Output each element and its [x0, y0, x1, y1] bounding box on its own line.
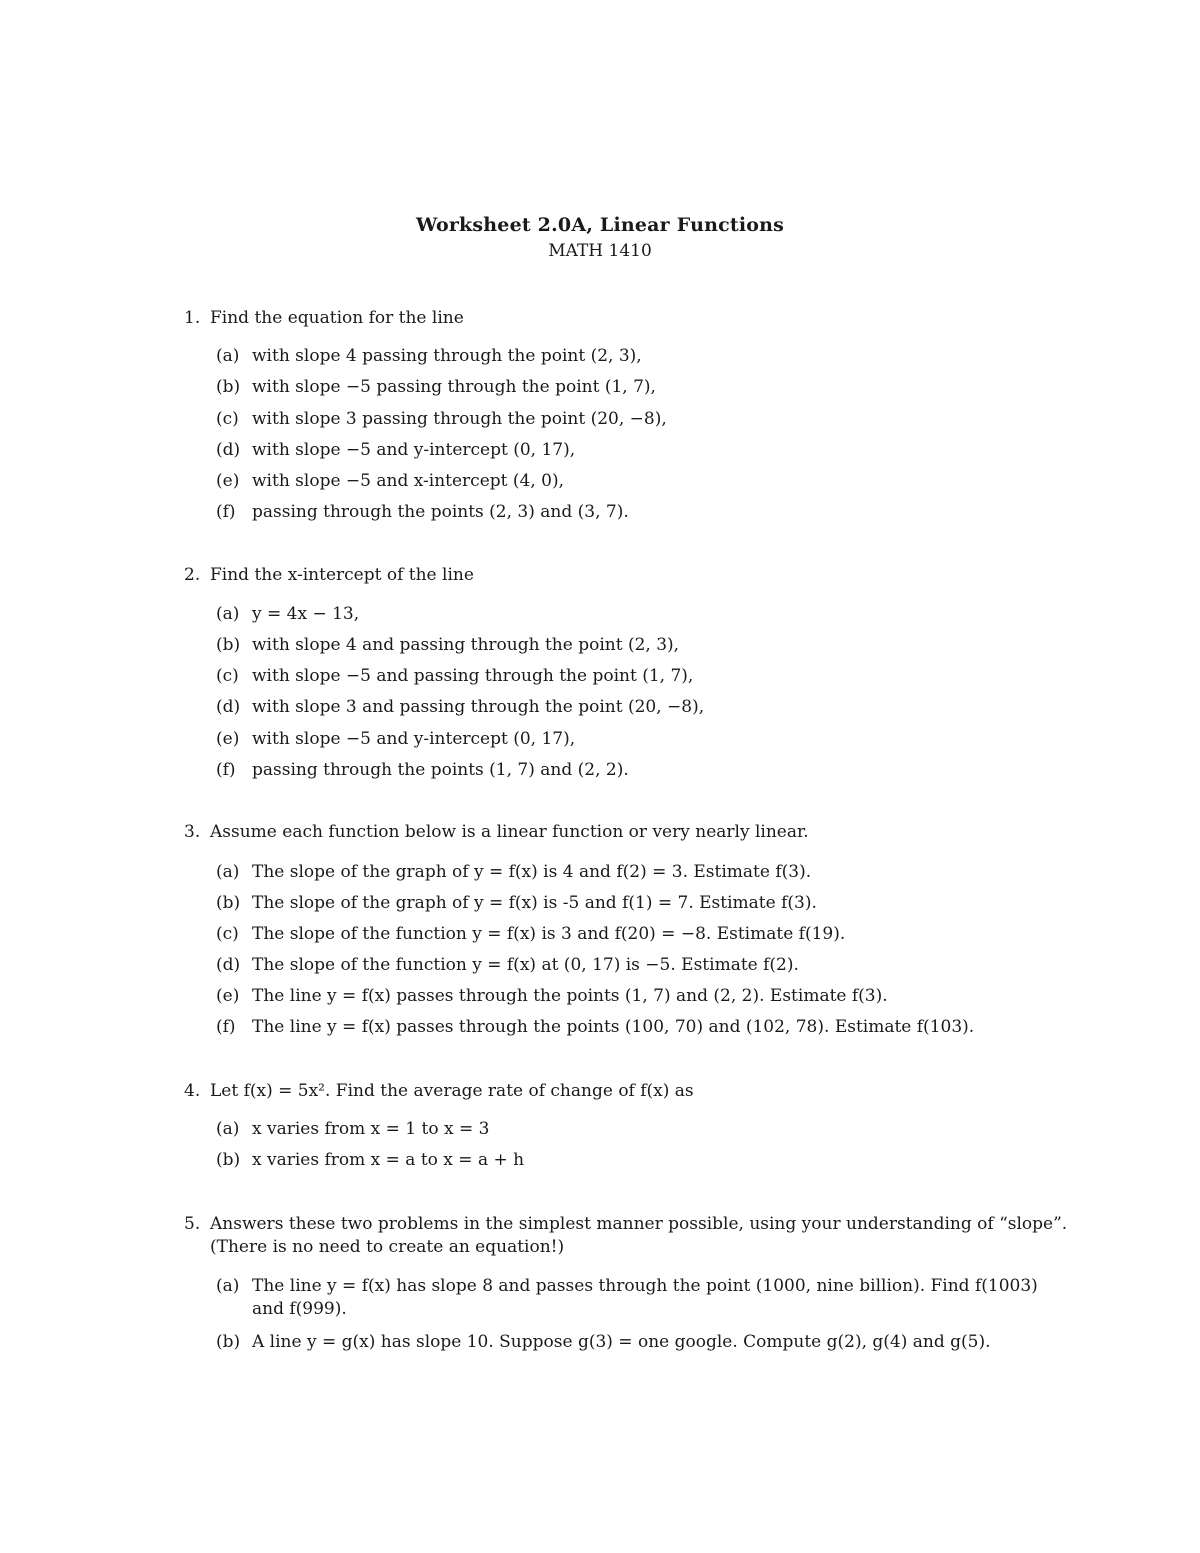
list-item — [216, 438, 1066, 462]
list-item — [216, 375, 1066, 399]
problem-stem-text: Let f(x) = 5x². Find the average rate of change of f(x) as — [210, 1081, 694, 1101]
item-label: (d) — [216, 697, 241, 717]
list-item — [216, 860, 1066, 884]
item-text: The line y = f(x) passes through the points (100, 70) and (102, 78). Estimate f(103). — [252, 1017, 975, 1037]
list-item — [216, 727, 1066, 751]
problem-number: 5. — [184, 1214, 201, 1234]
item-text-continuation: and f(999). — [252, 1299, 347, 1319]
list-item — [216, 344, 1066, 368]
problem-number: 4. — [184, 1081, 201, 1101]
list-item — [216, 1274, 1066, 1298]
item-text: The slope of the function y = f(x) is 3 and f(20) = −8. Estimate f(19). — [252, 924, 846, 944]
item-text: with slope −5 passing through the point (1, 7), — [252, 377, 656, 397]
item-text: with slope −5 and x-intercept (4, 0), — [252, 471, 564, 491]
problem-stem-continuation: (There is no need to create an equation!) — [210, 1237, 565, 1257]
item-text: with slope 4 and passing through the point (2, 3), — [252, 635, 680, 655]
list-item — [216, 758, 1066, 782]
list-item — [216, 500, 1066, 524]
list-item — [216, 1330, 1066, 1354]
item-label: (a) — [216, 862, 240, 882]
item-label: (b) — [216, 377, 241, 397]
page-title: Worksheet 2.0A, Linear Functions — [415, 214, 785, 236]
item-text: with slope −5 and y-intercept (0, 17), — [252, 440, 576, 460]
problem-stem — [184, 306, 1064, 330]
item-label: (d) — [216, 440, 241, 460]
item-text: The slope of the function y = f(x) at (0, 17) is −5. Estimate f(2). — [252, 955, 799, 975]
list-item — [216, 922, 1066, 946]
item-label: (a) — [216, 1276, 240, 1296]
item-text: with slope −5 and y-intercept (0, 17), — [252, 729, 576, 749]
item-label: (c) — [216, 666, 239, 686]
item-text: A line y = g(x) has slope 10. Suppose g(3) = one google. Compute g(2), g(4) and g(5). — [252, 1332, 991, 1352]
item-text: The line y = f(x) passes through the points (1, 7) and (2, 2). Estimate f(3). — [252, 986, 888, 1006]
item-label: (b) — [216, 893, 241, 913]
list-item — [216, 664, 1066, 688]
course-code: MATH 1410 — [548, 241, 652, 261]
item-text: The slope of the graph of y = f(x) is -5 and f(1) = 7. Estimate f(3). — [252, 893, 817, 913]
item-text: The slope of the graph of y = f(x) is 4 and f(2) = 3. Estimate f(3). — [252, 862, 812, 882]
list-item — [216, 695, 1066, 719]
item-text: y = 4x − 13, — [252, 604, 360, 624]
list-item — [216, 633, 1066, 657]
item-label: (a) — [216, 604, 240, 624]
problem-stem — [184, 1212, 1068, 1236]
item-label: (b) — [216, 1150, 241, 1170]
problem-stem-text: Find the x-intercept of the line — [210, 565, 474, 585]
list-item — [216, 1117, 1066, 1141]
item-label: (b) — [216, 635, 241, 655]
item-text: with slope 3 passing through the point (20, −8), — [252, 409, 667, 429]
item-label: (a) — [216, 346, 240, 366]
item-text: with slope −5 and passing through the point (1, 7), — [252, 666, 694, 686]
item-label: (c) — [216, 409, 239, 429]
list-item — [216, 602, 1066, 626]
item-label: (f) — [216, 1017, 236, 1037]
list-item — [216, 1015, 1066, 1039]
list-item — [216, 891, 1066, 915]
item-text: with slope 3 and passing through the point (20, −8), — [252, 697, 705, 717]
problem-stem — [184, 820, 1064, 844]
item-text: The line y = f(x) has slope 8 and passes through the point (1000, nine billion). Find f(1003) — [252, 1276, 1038, 1296]
list-item — [216, 469, 1066, 493]
item-label: (e) — [216, 986, 240, 1006]
item-text: passing through the points (2, 3) and (3, 7). — [252, 502, 629, 522]
list-item — [216, 407, 1066, 431]
item-label: (c) — [216, 924, 239, 944]
item-label: (e) — [216, 471, 240, 491]
problem-stem — [184, 1079, 1064, 1103]
list-item — [216, 984, 1066, 1008]
item-text: x varies from x = a to x = a + h — [252, 1150, 525, 1170]
item-text: x varies from x = 1 to x = 3 — [252, 1119, 490, 1139]
item-label: (f) — [216, 502, 236, 522]
item-text: with slope 4 passing through the point (2, 3), — [252, 346, 642, 366]
list-item — [216, 1148, 1066, 1172]
item-label: (b) — [216, 1332, 241, 1352]
list-item — [216, 953, 1066, 977]
problem-number: 2. — [184, 565, 201, 585]
item-text: passing through the points (1, 7) and (2, 2). — [252, 760, 629, 780]
item-label: (a) — [216, 1119, 240, 1139]
item-label: (f) — [216, 760, 236, 780]
problem-stem-text: Assume each function below is a linear function or very nearly linear. — [210, 822, 809, 842]
problem-number: 3. — [184, 822, 201, 842]
problem-stem-text: Find the equation for the line — [210, 308, 464, 328]
problem-stem — [184, 563, 1064, 587]
item-label: (d) — [216, 955, 241, 975]
item-label: (e) — [216, 729, 240, 749]
problem-stem-text: Answers these two problems in the simplest manner possible, using your understanding of “slope”. — [210, 1214, 1068, 1234]
problem-number: 1. — [184, 308, 201, 328]
